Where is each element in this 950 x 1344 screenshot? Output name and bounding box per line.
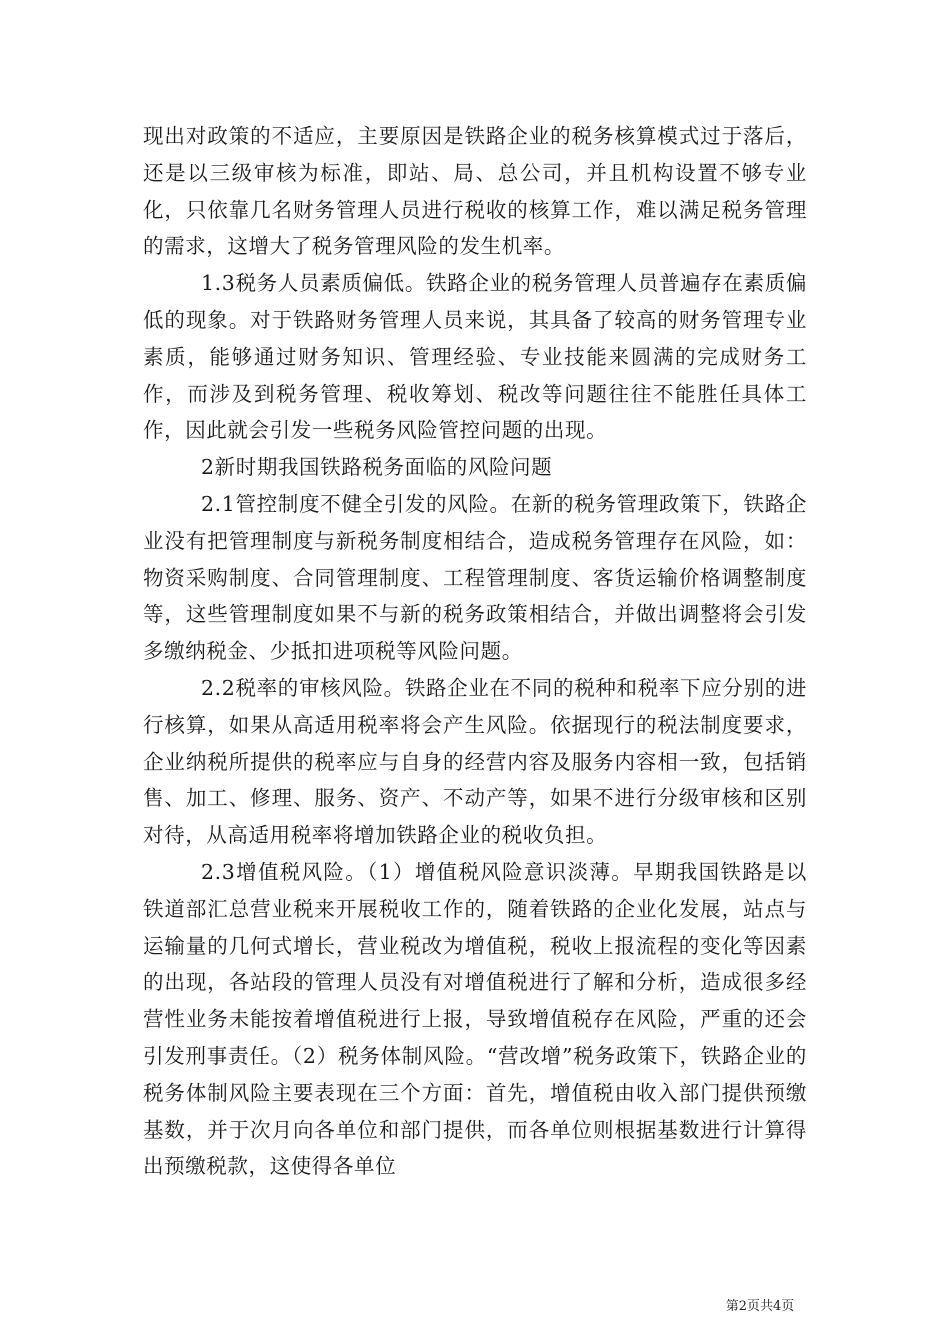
paragraph-1-3: 1.3税务人员素质偏低。铁路企业的税务管理人员普遍存在素质偏低的现象。对于铁路财务管理人员来说，其具备了较高的财务管理专业素质，能够通过财务知识、管理经验、专业技能来圆满的完成财务工作，而涉及到税务管理、税收筹划、税改等问题往往不能胜任具体工作，因此就会引发一些税务风险管控问题的出现。	[143, 271, 807, 443]
page-number-footer: 第2页共4页	[725, 1299, 795, 1314]
paragraph-2-2: 2.2税率的审核风险。铁路企业在不同的税种和税率下应分别的进行核算，如果从高适用税率将会产生风险。依据现行的税法制度要求，企业纳税所提供的税率应与自身的经营内容及服务内容相一致，包括销售、加工、修理、服务、资产、不动产等，如果不进行分级审核和区别对待，从高适用税率将增加铁路企业的税收负担。	[143, 675, 807, 848]
paragraph-continuation: 现出对政策的不适应，主要原因是铁路企业的税务核算模式过于落后，还是以三级审核为标准，即站、局、总公司，并且机构设置不够专业化，只依靠几名财务管理人员进行税收的核算工作，难以满足税务管理的需求，这增大了税务管理风险的发生机率。	[143, 124, 807, 259]
paragraph-2-3: 2.3增值税风险。（1）增值税风险意识淡薄。早期我国铁路是以铁道部汇总营业税来开展税收工作的，随着铁路的企业化发展，站点与运输量的几何式增长，营业税改为增值税，税收上报流程的变化等因素的出现，各站段的管理人员没有对增值税进行了解和分析，造成很多经营性业务未能按着增值税进行上报，导致增值税存在风险，严重的还会引发刑事责任。（2）税务体制风险。“营改增”税务政策下，铁路企业的税务体制风险主要表现在三个方面：首先，增值税由收入部门提供预缴基数，并于次月向各单位和部门提供，而各单位则根据基数进行计算得出预缴税款，这使得各单位	[143, 859, 807, 1179]
section-heading-2: 2新时期我国铁路税务面临的风险问题	[201, 455, 553, 480]
document-body	[143, 118, 807, 1185]
paragraph-2-1: 2.1管控制度不健全引发的风险。在新的税务管理政策下，铁路企业没有把管理制度与新税务制度相结合，造成税务管理存在风险，如：物资采购制度、合同管理制度、工程管理制度、客货运输价格调整制度等，这些管理制度如果不与新的税务政策相结合，并做出调整将会引发多缴纳税金、少抵扣进项税等风险问题。	[143, 491, 807, 664]
